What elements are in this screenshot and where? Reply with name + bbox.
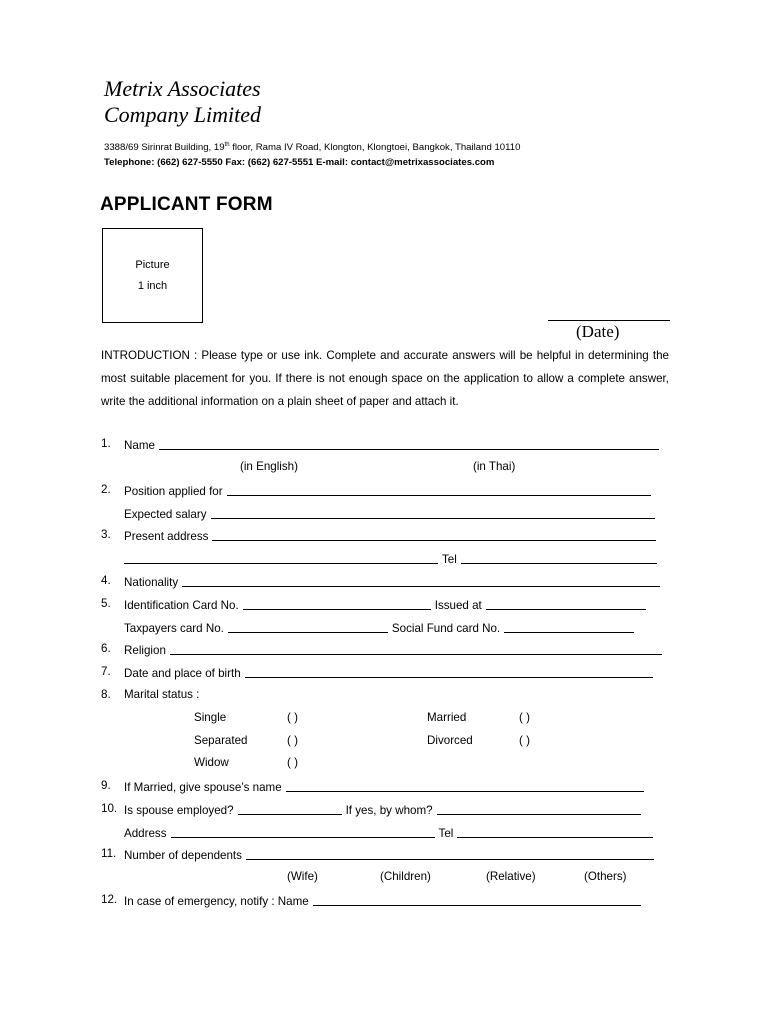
address-label: Present address — [124, 530, 209, 543]
introduction-text: INTRODUCTION : Please type or use ink. Complete and accurate answers will be helpful in determining the most suitable placement for you. If there is not enough space on the application to allow a complete answer, write the additional information on a plain sheet of paper and attach it. — [101, 349, 669, 408]
field-10-number: 10. — [101, 802, 118, 815]
address-sup: th — [224, 142, 230, 148]
single-label: Single — [194, 711, 227, 724]
spouse-tel-input-line[interactable] — [457, 837, 653, 838]
nationality-row — [124, 573, 660, 589]
position-label: Position applied for — [124, 485, 223, 498]
religion-label: Religion — [124, 644, 166, 657]
position-row — [124, 482, 651, 498]
taxpayer-row — [124, 619, 634, 635]
social-fund-input-line[interactable] — [504, 632, 634, 633]
social-fund-label: Social Fund card No. — [391, 622, 501, 635]
field-9-number: 9. — [101, 779, 111, 792]
date-label: (Date) — [576, 322, 620, 341]
employer-input-line[interactable] — [437, 814, 641, 815]
field-3-number: 3. — [101, 528, 111, 541]
field-12-number: 12. — [101, 893, 118, 906]
spouse-employed-input-line[interactable] — [238, 814, 342, 815]
id-card-input-line[interactable] — [243, 609, 431, 610]
widow-checkbox[interactable]: ( ) — [287, 756, 298, 769]
widow-label: Widow — [194, 756, 229, 769]
spouse-employed-row — [124, 801, 641, 817]
company-address — [104, 142, 520, 153]
salary-label: Expected salary — [124, 508, 207, 521]
address-tel-label: Tel — [442, 553, 457, 566]
dependents-row — [124, 846, 654, 862]
address-tel-input-line[interactable] — [461, 563, 657, 564]
taxpayer-input-line[interactable] — [228, 632, 388, 633]
address-prefix: 3388/69 Sirinrat Building, 19 — [104, 142, 225, 154]
dependents-others-label: (Others) — [584, 870, 627, 883]
issued-at-label: Issued at — [434, 599, 482, 612]
field-2-number: 2. — [101, 483, 111, 496]
salary-row — [124, 505, 655, 521]
spouse-name-row — [124, 778, 644, 794]
name-sub-english: (in English) — [240, 460, 298, 473]
field-1-number: 1. — [101, 437, 111, 450]
married-label: Married — [427, 711, 467, 724]
company-name-line1: Metrix Associates — [104, 76, 261, 101]
picture-size: 1 inch — [137, 280, 168, 292]
emergency-label: In case of emergency, notify : Name — [124, 895, 309, 908]
nationality-label: Nationality — [124, 576, 179, 589]
issued-at-input-line[interactable] — [486, 609, 646, 610]
birth-row — [124, 664, 653, 680]
spouse-tel-label: Tel — [438, 827, 454, 840]
field-7-number: 7. — [101, 665, 111, 678]
spouse-name-input-line[interactable] — [286, 791, 644, 792]
spouse-employed-label: Is spouse employed? — [124, 804, 234, 817]
marital-status-label: Marital status : — [124, 688, 200, 701]
spouse-name-label: If Married, give spouse’s name — [124, 781, 282, 794]
field-8-number: 8. — [101, 688, 111, 701]
address-input-line[interactable] — [212, 540, 656, 541]
id-card-label: Identification Card No. — [124, 599, 239, 612]
dependents-relative-label: (Relative) — [486, 870, 536, 883]
date-line[interactable] — [548, 320, 670, 321]
spouse-address-label: Address — [124, 827, 167, 840]
field-5-number: 5. — [101, 597, 111, 610]
name-row — [124, 436, 659, 452]
single-checkbox[interactable]: ( ) — [287, 711, 298, 724]
separated-checkbox[interactable]: ( ) — [287, 734, 298, 747]
salary-input-line[interactable] — [211, 518, 655, 519]
name-input-line[interactable] — [159, 449, 659, 450]
field-11-number: 11. — [101, 847, 117, 860]
nationality-input-line[interactable] — [182, 586, 660, 587]
married-checkbox[interactable]: ( ) — [519, 711, 530, 724]
company-contact: Telephone: (662) 627-5550 Fax: (662) 627-5551 E-mail: contact@metrixassociates.com — [104, 157, 495, 168]
address-row — [124, 527, 656, 543]
picture-label: Picture — [135, 259, 170, 271]
name-sub-thai: (in Thai) — [473, 460, 516, 473]
dependents-children-label: (Children) — [380, 870, 431, 883]
birth-label: Date and place of birth — [124, 667, 241, 680]
religion-row — [124, 641, 662, 657]
dependents-input-line[interactable] — [246, 859, 654, 860]
religion-input-line[interactable] — [170, 654, 662, 655]
form-title: APPLICANT FORM — [100, 194, 273, 215]
emergency-input-line[interactable] — [313, 905, 641, 906]
address-suffix: floor, Rama IV Road, Klongton, Klongtoei, Bangkok, Thailand 10110 — [229, 142, 521, 154]
spouse-address-input-line[interactable] — [171, 837, 435, 838]
position-input-line[interactable] — [227, 495, 651, 496]
field-4-number: 4. — [101, 574, 111, 587]
if-yes-label: If yes, by whom? — [345, 804, 433, 817]
emergency-row — [124, 892, 641, 908]
birth-input-line[interactable] — [245, 677, 653, 678]
dependents-wife-label: (Wife) — [287, 870, 318, 883]
dependents-label: Number of dependents — [124, 849, 242, 862]
picture-box[interactable] — [102, 228, 203, 323]
address-input-line-2[interactable] — [124, 563, 438, 564]
taxpayer-label: Taxpayers card No. — [124, 622, 224, 635]
name-label: Name — [124, 439, 155, 452]
field-6-number: 6. — [101, 642, 111, 655]
id-card-row — [124, 596, 646, 612]
company-name-line2: Company Limited — [104, 102, 262, 127]
divorced-checkbox[interactable]: ( ) — [519, 734, 530, 747]
separated-label: Separated — [194, 734, 248, 747]
address-row-2 — [124, 550, 657, 566]
spouse-address-row — [124, 824, 653, 840]
divorced-label: Divorced — [427, 734, 473, 747]
